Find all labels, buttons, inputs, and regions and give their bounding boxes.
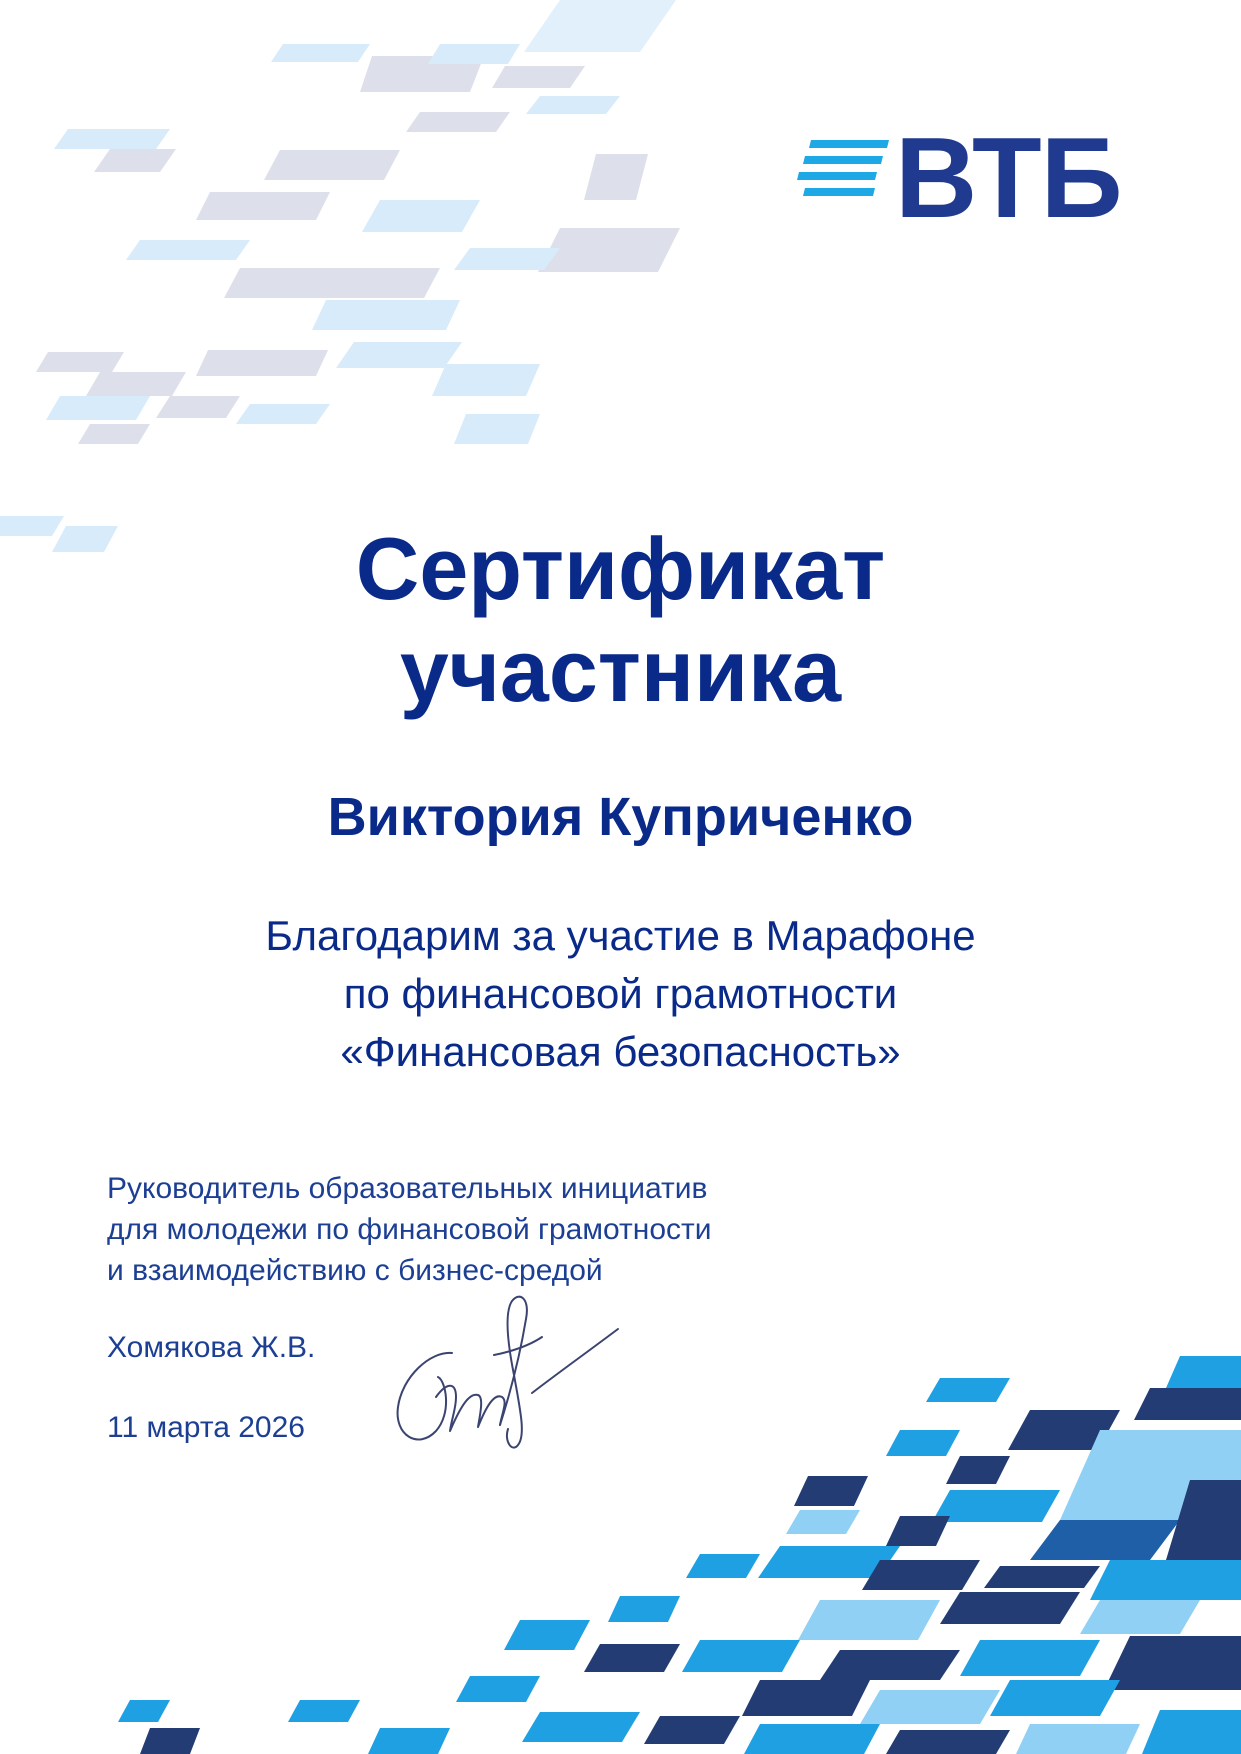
certificate-date: 11 марта 2026 — [107, 1411, 305, 1444]
title-line: Сертификат — [355, 519, 886, 618]
signatory-title-line: Руководитель образовательных инициатив — [107, 1172, 708, 1205]
signatory-title-line: для молодежи по финансовой грамотности — [107, 1213, 712, 1246]
thanks-line: «Финансовая безопасность» — [340, 1028, 901, 1075]
thanks-line: по финансовой грамотности — [343, 970, 898, 1017]
signatory-name: Хомякова Ж.В. — [107, 1331, 316, 1364]
logo-stripes-icon — [797, 140, 889, 198]
thanks-line: Благодарим за участие в Марафоне — [265, 912, 976, 959]
handwritten-signature — [390, 1285, 650, 1460]
vtb-logo — [797, 115, 1122, 248]
certificate-title — [0, 518, 1241, 722]
thanks-message — [0, 907, 1241, 1081]
recipient-name: Виктория Куприченко — [327, 787, 914, 847]
logo-wordmark: ВТБ — [895, 115, 1122, 242]
signatory-title — [107, 1168, 712, 1291]
title-line: участника — [399, 621, 842, 720]
signatory-title-line: и взаимодействию с бизнес-средой — [107, 1254, 603, 1287]
